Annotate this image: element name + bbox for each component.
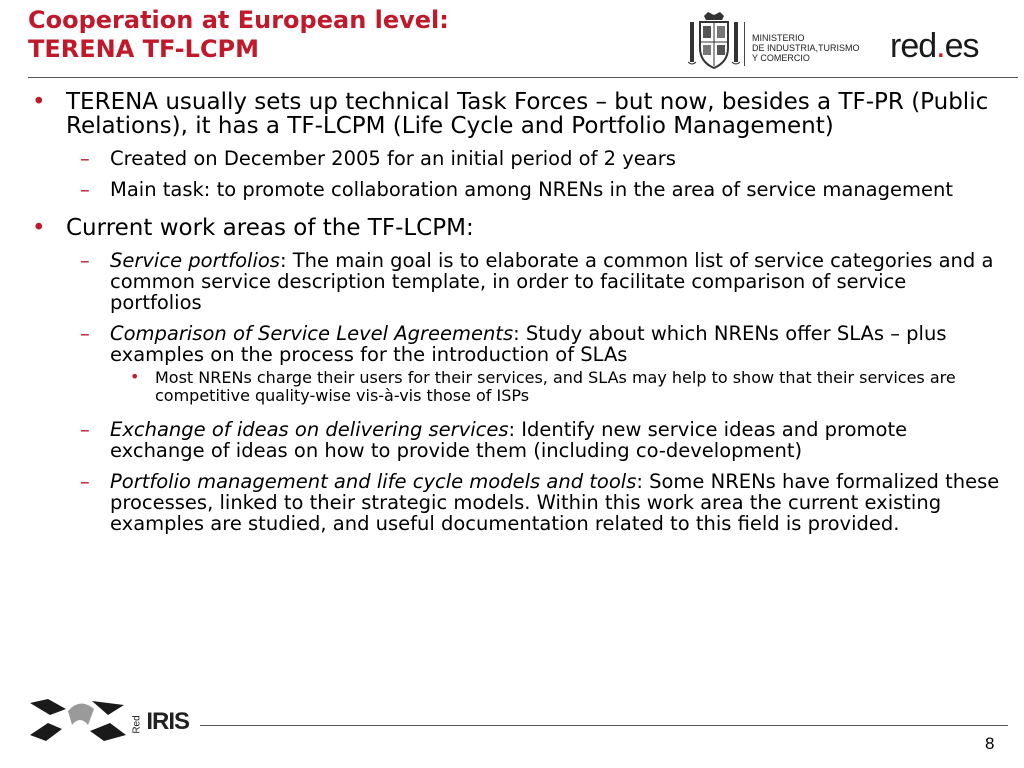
redes-dot: . [936, 27, 945, 65]
sub-bullet-item [28, 323, 1003, 365]
sub-bullet-text: : The main goal is to elaborate a common list of service categories and a common service description template, in order to facilitate comparison of service portfolios [110, 249, 994, 314]
bullet-item [28, 216, 1003, 240]
bullet-text: Current work areas of the TF-LCPM: [66, 215, 474, 241]
bullet-marker: • [130, 367, 140, 386]
ministry-label [752, 33, 860, 63]
sub-sub-bullet-text: Most NRENs charge their users for their services, and SLAs may help to show that their services are competitive quality-wise vis-à-vis those of ISPs [155, 368, 956, 405]
bullet-marker: • [32, 89, 46, 115]
sub-bullet-text: : Identify new service ideas and promote exchange of ideas on how to provide them (including co-development) [110, 418, 908, 462]
title-line-1: Cooperation at European level: [28, 6, 449, 34]
sub-bullet-text: Created on December 2005 for an initial period of 2 years [110, 147, 676, 170]
slide-title [28, 6, 449, 64]
rediris-logo-icon [28, 695, 128, 743]
footer-rule [200, 725, 1008, 726]
sub-bullet-emphasis: Comparison of Service Level Agreements [110, 322, 514, 345]
bullet-item [28, 90, 1003, 138]
sub-bullet-item [28, 250, 1003, 313]
slide-body [28, 90, 1003, 534]
dash-marker: – [80, 418, 90, 441]
header-divider [744, 22, 745, 66]
dash-marker: – [80, 249, 90, 272]
coat-of-arms-icon [688, 12, 740, 70]
dash-marker: – [80, 178, 90, 201]
dash-marker: – [80, 470, 90, 493]
dash-marker: – [80, 147, 90, 170]
sub-bullet-emphasis: Service portfolios [110, 249, 280, 272]
rediris-wordmark [128, 708, 189, 736]
rediris-small-text: Red [131, 715, 143, 734]
ministry-line-1: MINISTERIO [752, 33, 805, 43]
redes-suffix: es [944, 27, 979, 65]
page-number: 8 [985, 734, 995, 753]
sub-bullet-item [28, 148, 1003, 169]
redes-prefix: red [890, 27, 937, 65]
sub-bullet-text: : Study about which NRENs offer SLAs – plus examples on the process for the introduction of SLAs [110, 322, 947, 366]
title-line-2: TERENA TF-LCPM [28, 35, 260, 63]
bullet-marker: • [32, 215, 46, 241]
sub-bullet-item [28, 179, 1003, 200]
sub-bullet-item [28, 471, 1003, 534]
rediris-big-text: IRIS [146, 708, 190, 735]
ministry-line-3: Y COMERCIO [752, 53, 810, 63]
dash-marker: – [80, 322, 90, 345]
sub-bullet-text: : Some NRENs have formalized these processes, linked to their strategic models. Within this work area the current existing examples are studied, and useful documentation related to this field is provided. [110, 470, 1000, 535]
sub-bullet-emphasis: Portfolio management and life cycle models and tools [110, 470, 637, 493]
ministry-line-2: DE INDUSTRIA,TURISMO [752, 43, 860, 53]
bullet-text: TERENA usually sets up technical Task Forces – but now, besides a TF-PR (Public Relations), it has a TF-LCPM (Life Cycle and Portfolio Management) [66, 89, 989, 139]
redes-logo [890, 28, 979, 64]
sub-bullet-text: Main task: to promote collaboration among NRENs in the area of service management [110, 178, 954, 201]
header-rule [28, 77, 1018, 78]
sub-bullet-emphasis: Exchange of ideas on delivering services [110, 418, 509, 441]
sub-bullet-item [28, 419, 1003, 461]
sub-sub-bullet-item [28, 369, 1003, 405]
